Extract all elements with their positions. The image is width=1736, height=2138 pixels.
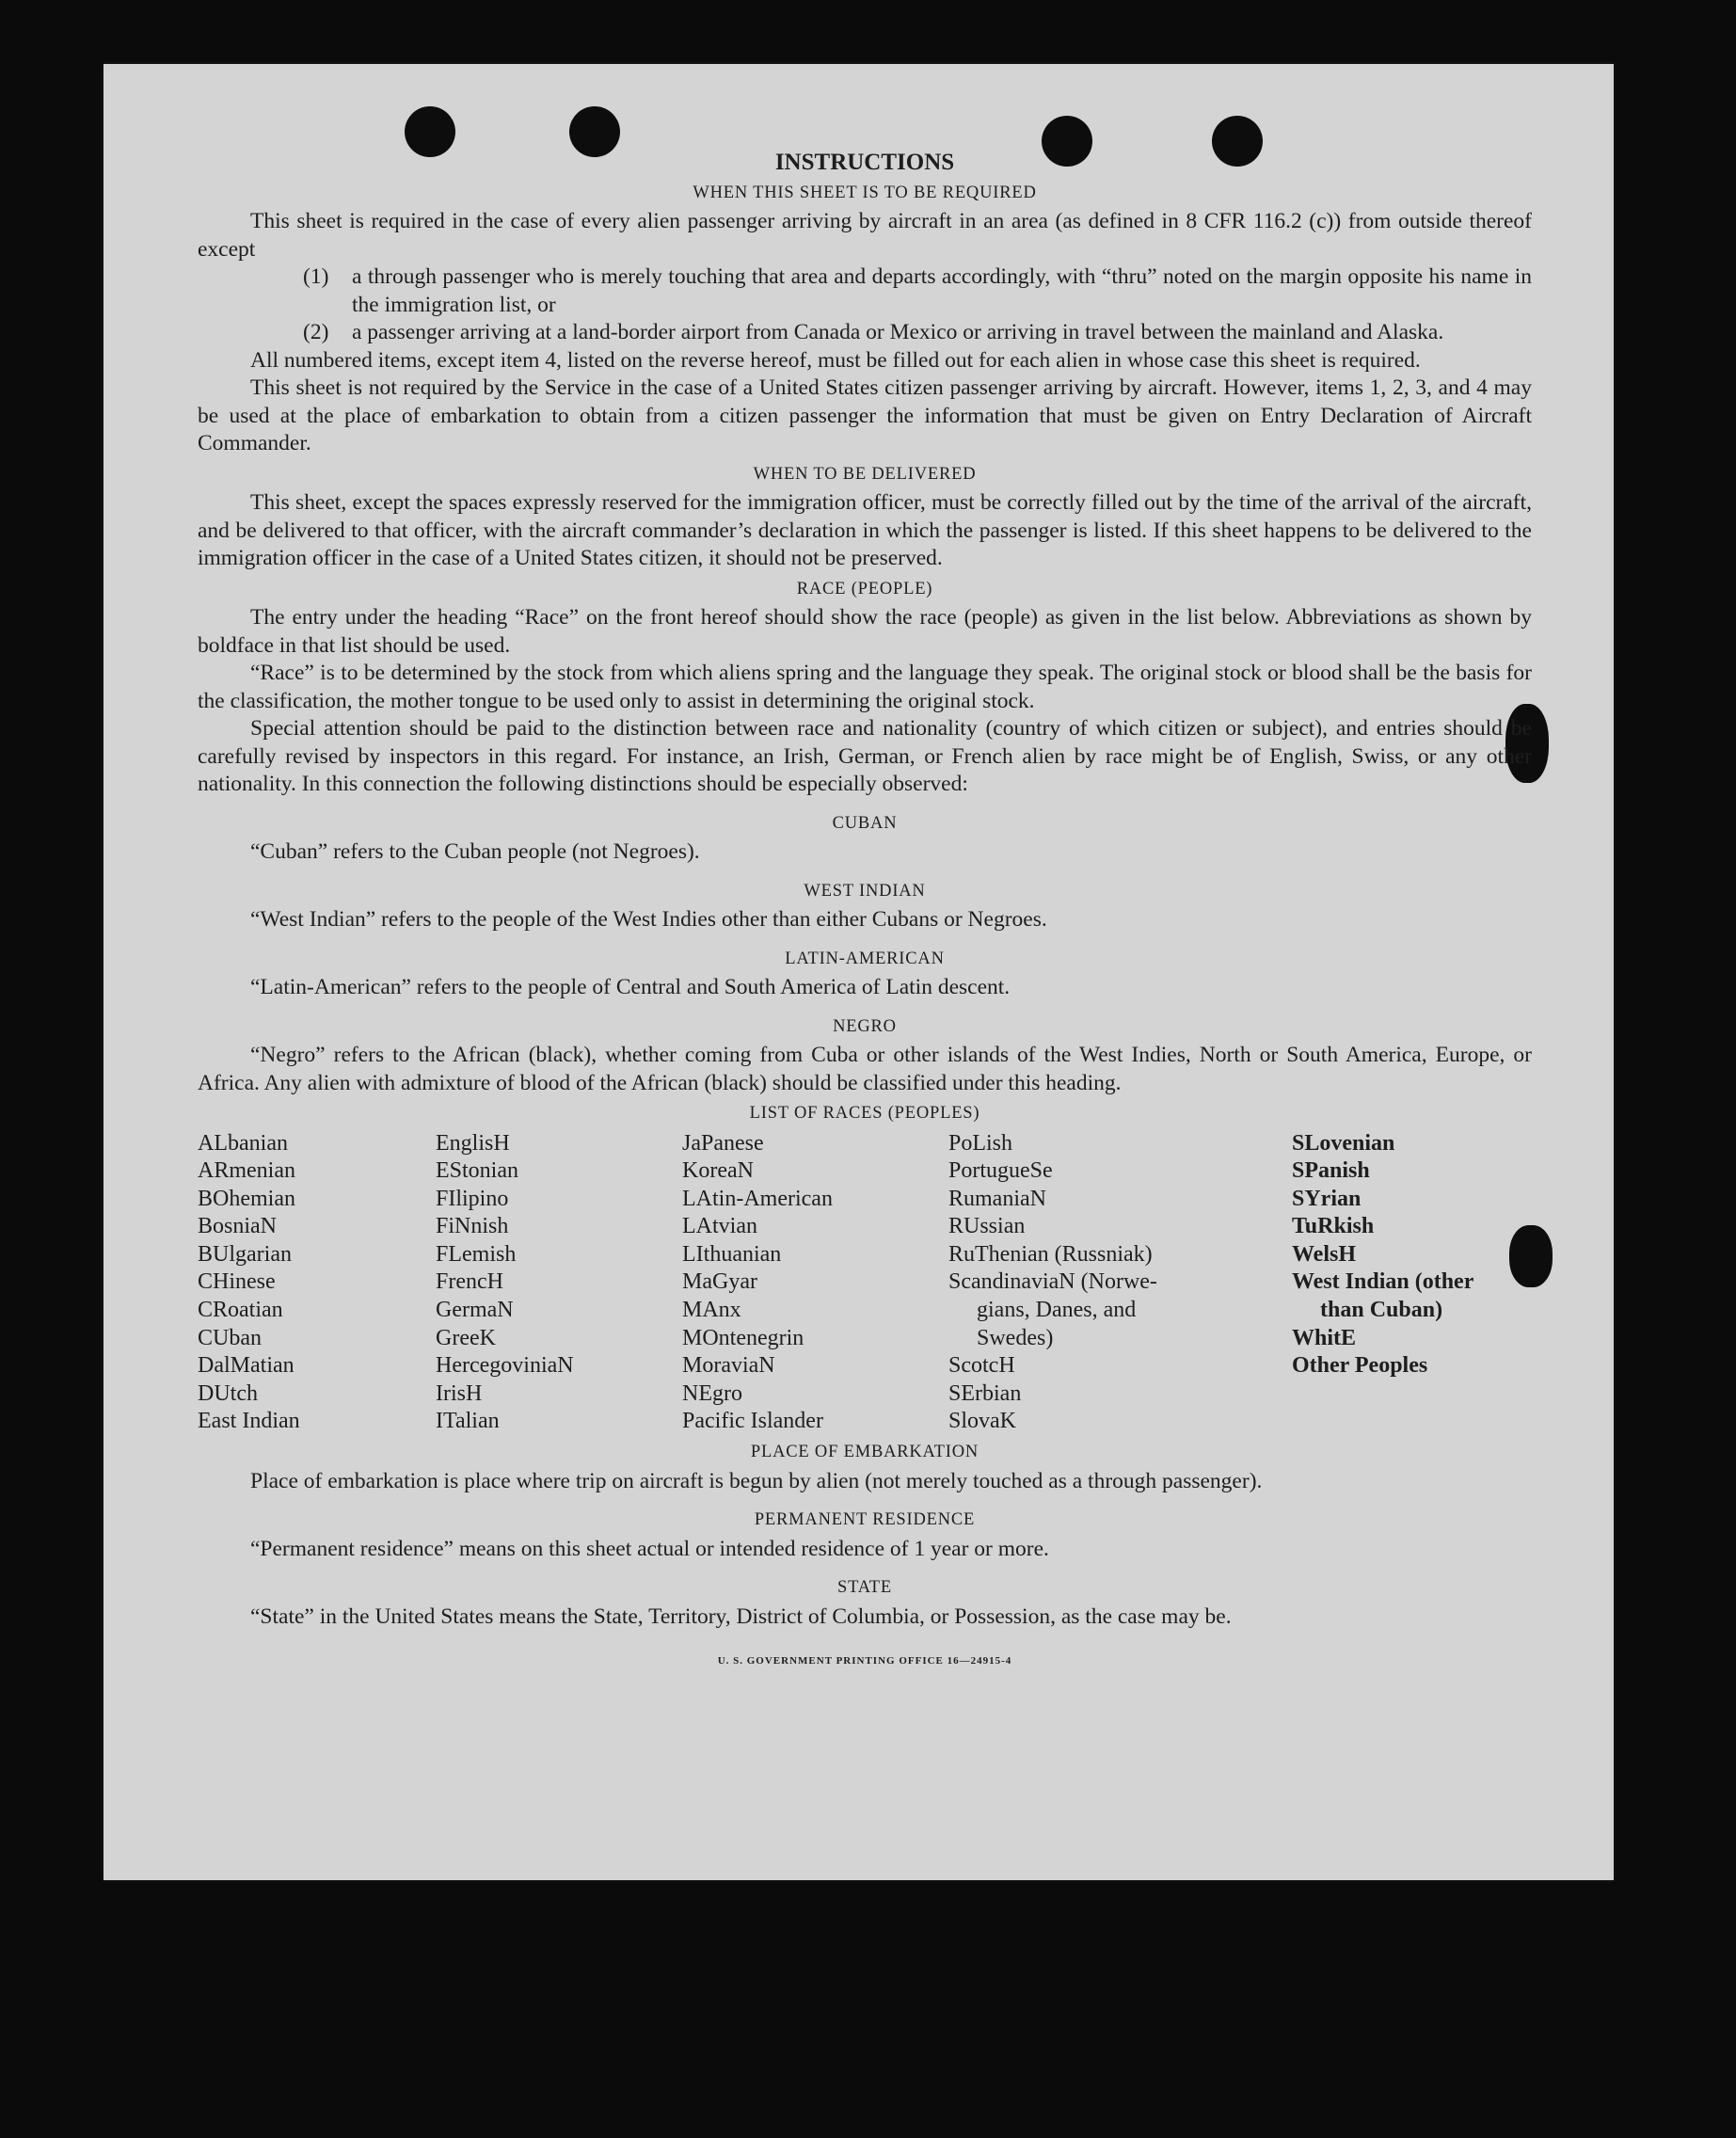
race-entry: than Cuban) xyxy=(1320,1298,1443,1323)
race-entry: CRoatian xyxy=(198,1298,283,1323)
races-column xyxy=(436,1130,682,1437)
race-entry: BosniaN xyxy=(198,1214,277,1239)
section-heading: STATE xyxy=(836,1578,893,1598)
race-entry: WelsH xyxy=(1292,1241,1357,1267)
race-entry: SYrian xyxy=(1292,1186,1362,1211)
race-entry: TuRkish xyxy=(1292,1214,1375,1239)
race-entry: GreeK xyxy=(436,1325,496,1350)
section-heading: PLACE OF EMBARKATION xyxy=(750,1443,979,1462)
section-heading: CUBAN xyxy=(832,813,898,833)
paragraph: “Permanent residence” means on this sheet actual or intended residence of 1 year or more. xyxy=(250,1536,1049,1561)
item-number: (1) xyxy=(303,264,329,289)
race-entry: JaPanese xyxy=(682,1130,764,1156)
paragraph: “Race” is to be determined by the stock from which aliens spring and the language they speak. The original stock or blood shall be the basis for the classification, the mother tongue to be used only to assist in determining the original stock. xyxy=(198,661,1532,713)
race-entry: West Indian (other xyxy=(1292,1269,1474,1295)
race-entry: KoreaN xyxy=(682,1158,754,1184)
numbered-item xyxy=(198,319,1532,347)
section-heading: WHEN TO BE DELIVERED xyxy=(753,464,977,484)
paragraph: “Cuban” refers to the Cuban people (not Negroes). xyxy=(250,839,700,864)
paragraph: The entry under the heading “Race” on the front hereof should show the race (people) as given in the list below. Abbreviations as shown by boldface in that list should be used. xyxy=(198,605,1532,658)
section-heading: LIST OF RACES (PEOPLES) xyxy=(749,1104,980,1123)
race-entry: LAtvian xyxy=(682,1214,757,1239)
race-entry: Pacific Islander xyxy=(682,1409,823,1434)
instructions-text xyxy=(198,149,1532,1676)
race-entry: LIthuanian xyxy=(682,1241,782,1267)
race-entry: MAnx xyxy=(682,1298,741,1323)
race-entry: Swedes) xyxy=(977,1325,1054,1350)
item-text: a passenger arriving at a land-border airport from Canada or Mexico or arriving in travel between the mainland and Alaska. xyxy=(352,320,1444,344)
race-entry: BUlgarian xyxy=(198,1241,292,1267)
race-entry: ScotcH xyxy=(948,1353,1015,1379)
race-entry: SlovaK xyxy=(948,1409,1016,1434)
race-entry: DUtch xyxy=(198,1380,258,1406)
race-entry: BOhemian xyxy=(198,1186,295,1211)
race-entry: MOntenegrin xyxy=(682,1325,804,1350)
race-entry: ITalian xyxy=(436,1409,500,1434)
section-heading: WEST INDIAN xyxy=(804,881,926,901)
race-entry: SErbian xyxy=(948,1380,1022,1406)
race-entry: CUban xyxy=(198,1325,262,1350)
race-entry: PoLish xyxy=(948,1130,1013,1156)
races-table xyxy=(198,1130,1532,1437)
race-entry: FLemish xyxy=(436,1241,517,1267)
race-entry: GermaN xyxy=(436,1298,514,1323)
section-heading: RACE (PEOPLE) xyxy=(796,579,933,598)
paragraph: This sheet is not required by the Service in the case of a United States citizen passenger arriving by aircraft. However, items 1, 2, 3, and 4 may be used at the place of embarkation to obtain from a citizen passenger the information that must be given on Entry Declaration of Aircraft Commander. xyxy=(198,375,1532,455)
race-entry: MaGyar xyxy=(682,1269,757,1295)
paragraph: “Latin-American” refers to the people of Central and South America of Latin descent. xyxy=(250,975,1011,999)
paragraph: “West Indian” refers to the people of the West Indies other than either Cubans or Negroes. xyxy=(250,907,1047,932)
paragraph: Place of embarkation is place where trip on aircraft is begun by alien (not merely touched as a through passenger). xyxy=(250,1468,1263,1493)
race-entry: RuThenian (Russniak) xyxy=(948,1241,1153,1267)
paragraph: “Negro” refers to the African (black), whether coming from Cuba or other islands of the West Indies, North or South America, Europe, or Africa. Any alien with admixture of blood of the African (black) should be classified under this heading. xyxy=(198,1043,1532,1095)
race-entry: SPanish xyxy=(1292,1158,1370,1184)
race-entry: ALbanian xyxy=(198,1130,288,1156)
section-heading: NEGRO xyxy=(833,1016,897,1036)
races-column xyxy=(948,1130,1292,1437)
paragraph: This sheet, except the spaces expressly reserved for the immigration officer, must be correctly filled out by the time of the arrival of the aircraft, and be delivered to that officer, with the aircraft commander’s declaration in which the passenger is listed. If this sheet happens to be delivered to the immigration officer in the case of a United States citizen, it should not be preserved. xyxy=(198,490,1532,570)
race-entry: LAtin-American xyxy=(682,1186,833,1211)
races-column xyxy=(198,1130,436,1437)
paragraph: This sheet is required in the case of every alien passenger arriving by aircraft in an area (as defined in 8 CFR 116.2 (c)) from outside thereof except xyxy=(198,209,1532,262)
race-entry: Other Peoples xyxy=(1292,1353,1428,1379)
printer-imprint: U. S. GOVERNMENT PRINTING OFFICE 16—24915-4 xyxy=(717,1655,1012,1667)
paragraph: All numbered items, except item 4, listed on the reverse hereof, must be filled out for each alien in whose case this sheet is required. xyxy=(250,347,1421,373)
race-entry: FiNnish xyxy=(436,1214,509,1239)
race-entry: IrisH xyxy=(436,1380,483,1406)
section-heading: PERMANENT RESIDENCE xyxy=(754,1510,976,1530)
race-entry: ARmenian xyxy=(198,1158,295,1184)
race-entry: RUssian xyxy=(948,1214,1026,1239)
paragraph: Special attention should be paid to the distinction between race and nationality (country of which citizen or subject), and entries should be carefully revised by inspectors in this regard. For instance, an Irish, German, or French alien by race might be of English, Swiss, or any other nationality. In this connection the following distinctions should be especially observed: xyxy=(198,716,1532,796)
race-entry: EStonian xyxy=(436,1158,518,1184)
race-entry: East Indian xyxy=(198,1409,300,1434)
section-heading: LATIN-AMERICAN xyxy=(785,949,945,968)
race-entry: EnglisH xyxy=(436,1130,510,1156)
races-column xyxy=(1292,1130,1532,1437)
item-number: (2) xyxy=(303,320,329,344)
race-entry: SLovenian xyxy=(1292,1130,1395,1156)
race-entry: PortugueSe xyxy=(948,1158,1053,1184)
race-entry: NEgro xyxy=(682,1380,742,1406)
race-entry: gians, Danes, and xyxy=(977,1298,1137,1323)
race-entry: MoraviaN xyxy=(682,1353,775,1379)
document-sheet xyxy=(104,64,1614,1880)
page-title: INSTRUCTIONS xyxy=(774,150,955,175)
race-entry: FrencH xyxy=(436,1269,503,1295)
race-entry: HercegoviniaN xyxy=(436,1353,574,1379)
item-text: a through passenger who is merely touching that area and departs accordingly, with “thru” noted on the margin opposite his name in the immigration list, or xyxy=(352,264,1532,317)
paragraph: “State” in the United States means the State, Territory, District of Columbia, or Possession, as the case may be. xyxy=(250,1604,1232,1629)
race-entry: WhitE xyxy=(1292,1325,1357,1350)
race-entry: CHinese xyxy=(198,1269,276,1295)
races-column xyxy=(682,1130,948,1437)
race-entry: FIlipino xyxy=(436,1186,509,1211)
race-entry: DalMatian xyxy=(198,1353,295,1379)
race-entry: ScandinaviaN (Norwe- xyxy=(948,1269,1157,1295)
numbered-item xyxy=(198,263,1532,319)
section-heading: WHEN THIS SHEET IS TO BE REQUIRED xyxy=(693,183,1037,202)
race-entry: RumaniaN xyxy=(948,1186,1046,1211)
